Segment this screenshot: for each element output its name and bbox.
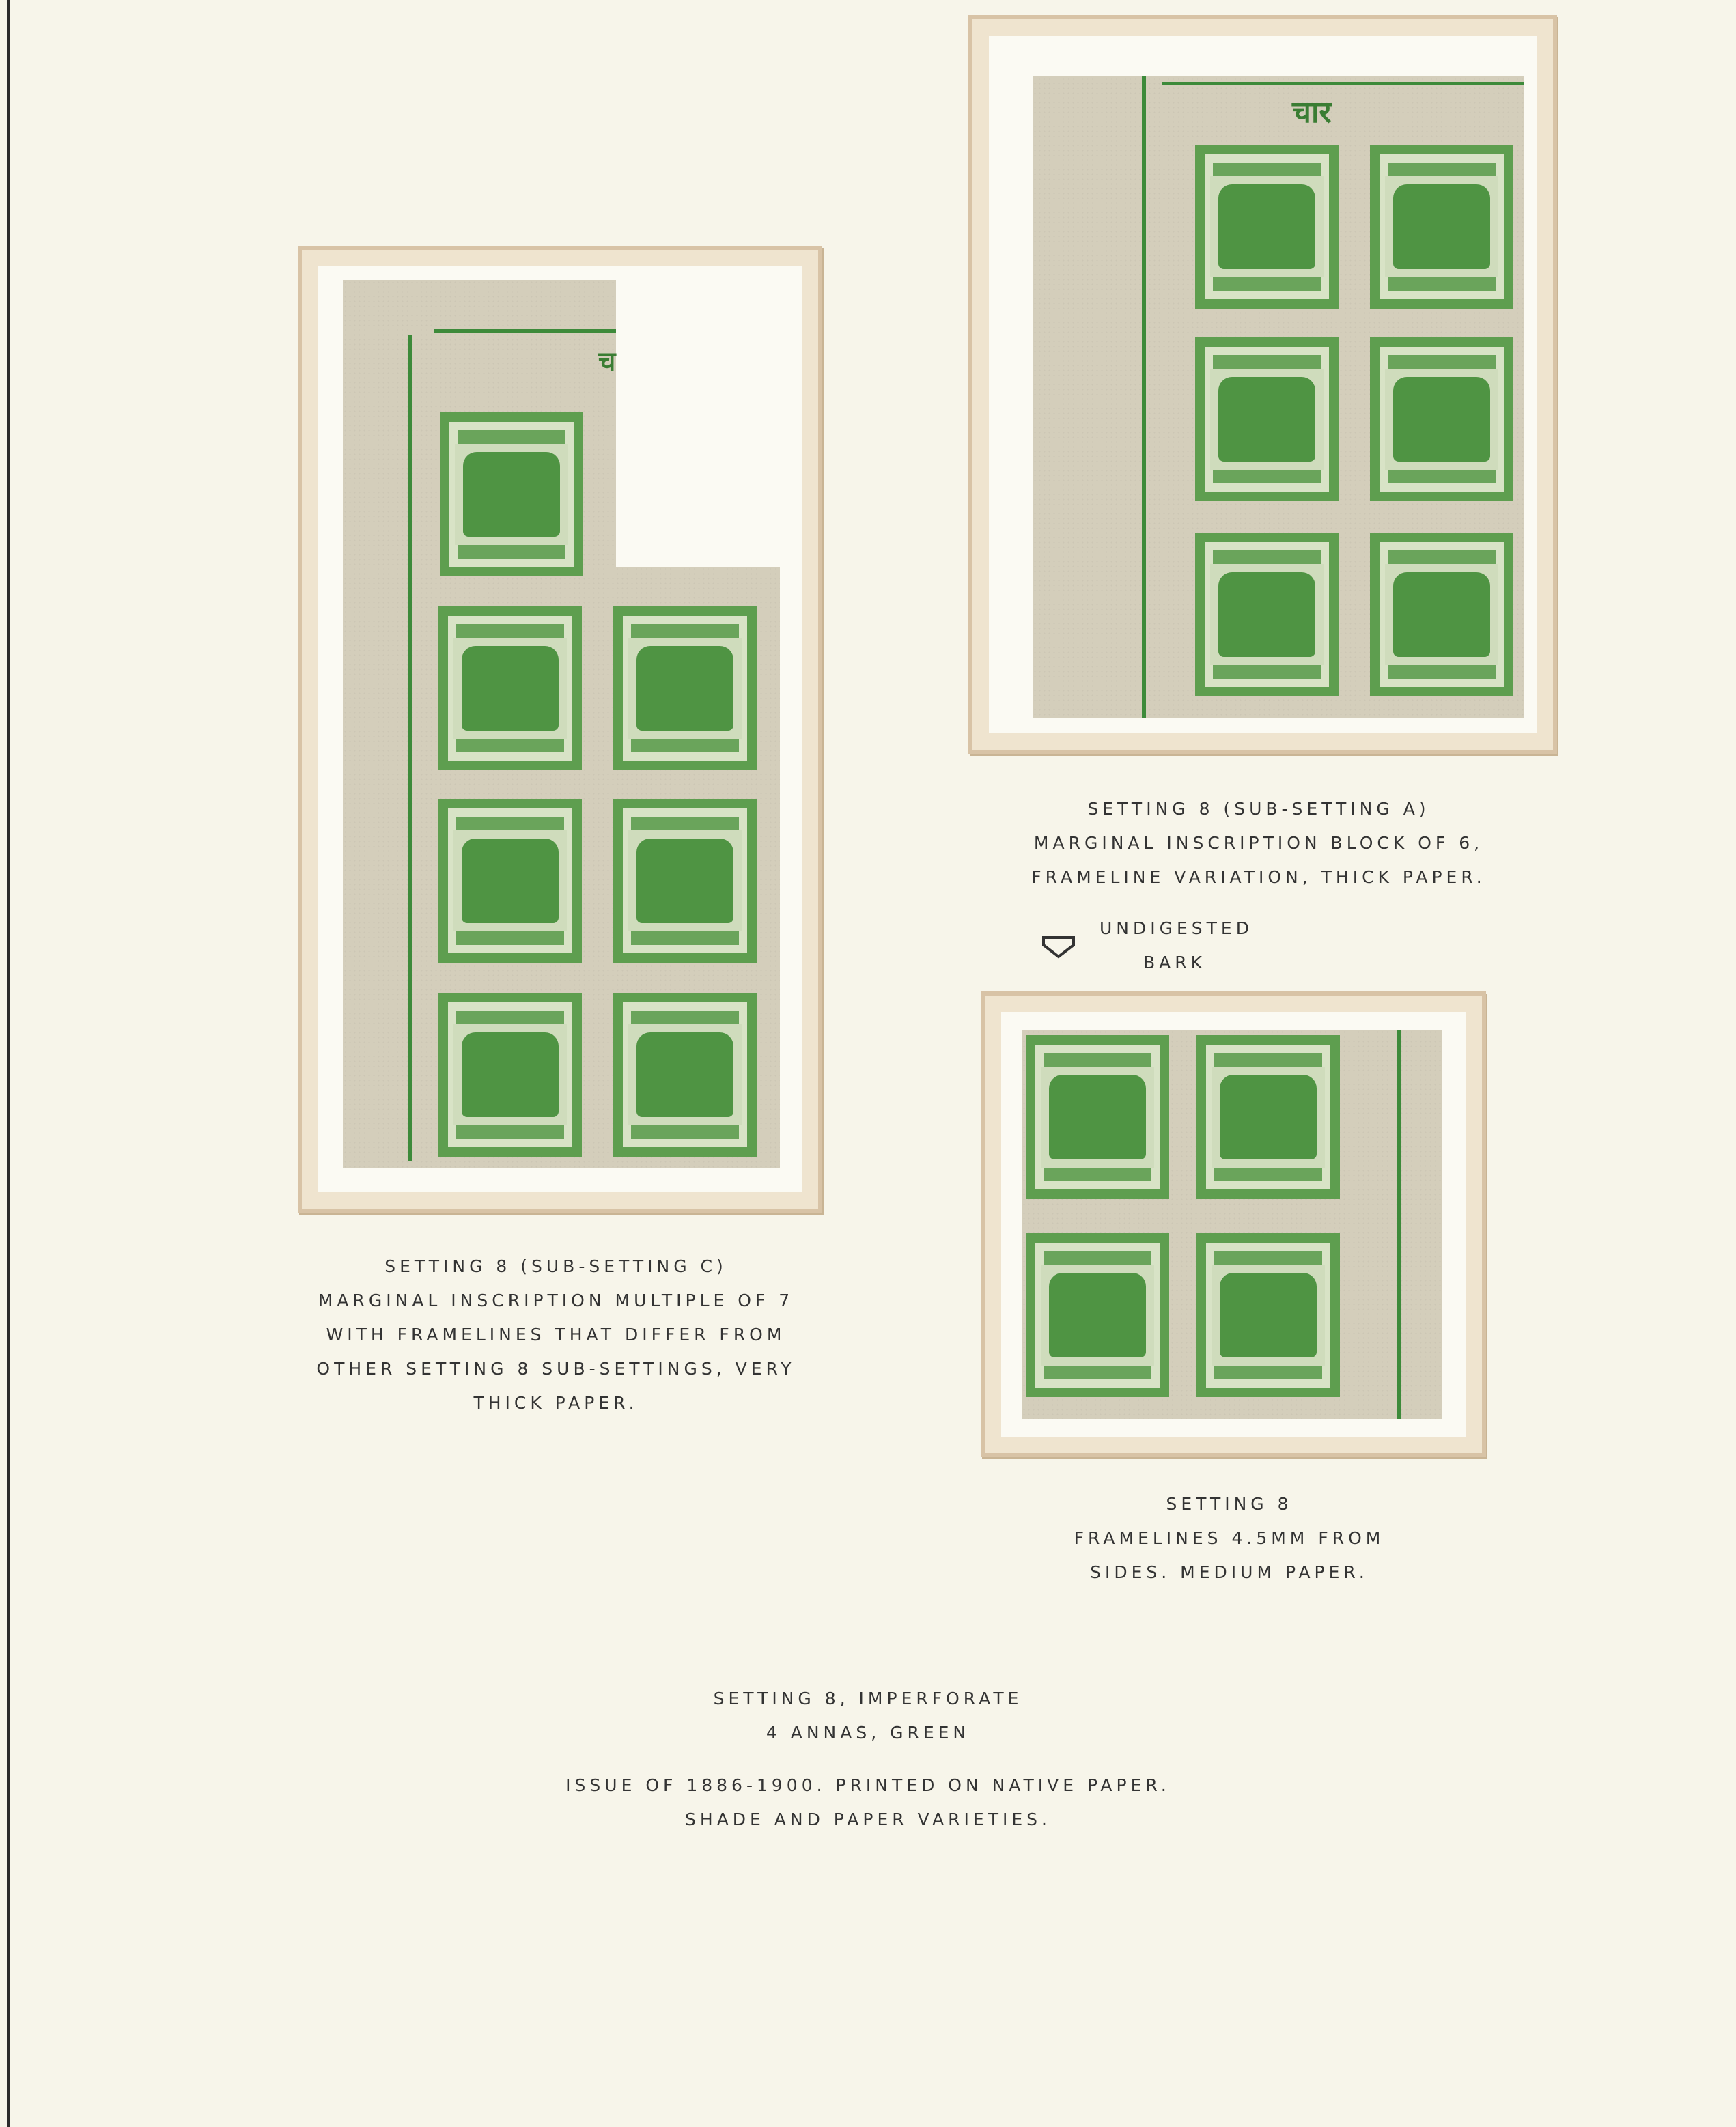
stamp (613, 799, 757, 963)
caption-setting-8 (981, 1487, 1478, 1590)
stamp (1370, 337, 1513, 501)
stamp-mount-multiple-of-7 (298, 246, 822, 1213)
caption-sub-setting-a (968, 792, 1549, 895)
stamp-block-paper (1033, 76, 1524, 718)
caption-line: SIDES. MEDIUM PAPER. (1090, 1562, 1369, 1582)
caption-line: BARK (1143, 953, 1207, 972)
stamp-block-paper (1022, 1030, 1442, 1419)
page-title (458, 1682, 1278, 1750)
caption-line: MARGINAL INSCRIPTION MULTIPLE OF 7 (318, 1291, 794, 1310)
vertical-frameline (408, 335, 412, 1161)
stamp (1026, 1233, 1169, 1397)
caption-line: FRAMELINES 4.5MM FROM (1074, 1528, 1385, 1548)
stamp (613, 606, 757, 770)
horizontal-frameline (434, 329, 616, 333)
arrow-down-icon (1041, 935, 1076, 959)
stamp (1026, 1035, 1169, 1199)
mount-window (989, 36, 1537, 733)
stamp (438, 993, 582, 1157)
description-line: ISSUE OF 1886-1900. PRINTED ON NATIVE PAPER. (565, 1775, 1171, 1795)
marginal-inscription: च (598, 346, 616, 378)
caption-line: SETTING 8 (SUB-SETTING C) (384, 1256, 727, 1276)
stamp (1196, 1233, 1340, 1397)
caption-line: WITH FRAMELINES THAT DIFFER FROM (326, 1325, 786, 1344)
caption-line: SETTING 8 (1166, 1494, 1293, 1514)
annotation-undigested-bark (1100, 912, 1253, 980)
page-title-line: SETTING 8, IMPERFORATE (713, 1689, 1023, 1708)
stamp (613, 993, 757, 1157)
caption-line: SETTING 8 (SUB-SETTING A) (1087, 799, 1430, 819)
stamp (1195, 145, 1339, 309)
stamp (1196, 1035, 1340, 1199)
stamp (1195, 533, 1339, 696)
binder-edge-line (7, 0, 10, 2127)
caption-line: UNDIGESTED (1100, 918, 1253, 938)
stamp (438, 606, 582, 770)
vertical-frameline (1397, 1030, 1401, 1419)
caption-line: MARGINAL INSCRIPTION BLOCK OF 6, (1033, 833, 1484, 853)
caption-line: OTHER SETTING 8 SUB-SETTINGS, VERY (316, 1359, 796, 1379)
stamp (438, 799, 582, 963)
vertical-frameline (1142, 76, 1146, 718)
mount-window (1001, 1012, 1466, 1437)
stamp (1370, 533, 1513, 696)
stamp (440, 412, 583, 576)
mount-window (318, 266, 802, 1192)
horizontal-frameline (1162, 82, 1524, 85)
stamp-mount-block-of-4 (981, 991, 1486, 1457)
description-line: SHADE AND PAPER VARIETIES. (685, 1809, 1051, 1829)
stamp-mount-block-of-6 (968, 15, 1557, 754)
page-title-line: 4 ANNAS, GREEN (766, 1723, 970, 1743)
page-description (390, 1769, 1346, 1837)
caption-sub-setting-c (229, 1250, 882, 1420)
caption-line: THICK PAPER. (473, 1393, 639, 1413)
caption-line: FRAMELINE VARIATION, THICK PAPER. (1031, 867, 1486, 887)
marginal-inscription: चार (1292, 95, 1332, 130)
stamp (1195, 337, 1339, 501)
stamp (1370, 145, 1513, 309)
